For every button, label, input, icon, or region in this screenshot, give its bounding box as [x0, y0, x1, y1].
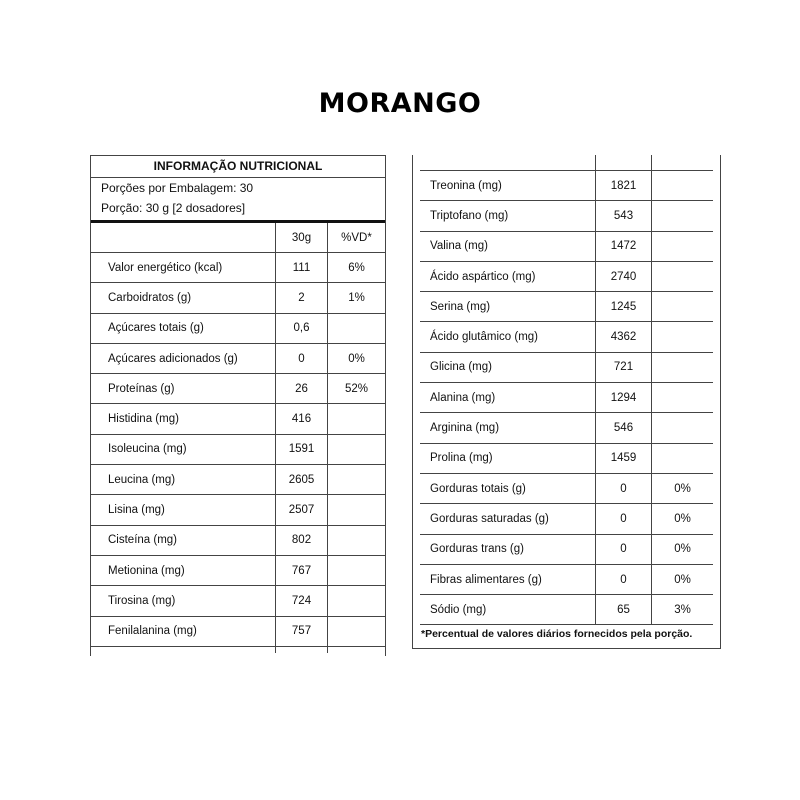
table-row: [420, 201, 713, 231]
nutrient-daily-value: [652, 443, 714, 473]
nutrient-daily-value: [652, 171, 714, 201]
nutrient-label: Histidina (mg): [91, 404, 276, 434]
table-row: [91, 404, 385, 434]
nutrient-label: Arginina (mg): [420, 413, 596, 443]
nutrient-quantity: 757: [276, 616, 328, 646]
nutrition-grid-left: [91, 223, 385, 646]
table-row: [420, 171, 713, 201]
table-heading: INFORMAÇÃO NUTRICIONAL: [91, 156, 385, 178]
nutrient-label: Açúcares totais (g): [91, 313, 276, 343]
nutrient-daily-value: [652, 352, 714, 382]
table-row: [420, 322, 713, 352]
nutrient-daily-value: [652, 201, 714, 231]
serving-size: Porção: 30 g [2 dosadores]: [91, 198, 385, 223]
nutrition-grid-right: [420, 170, 713, 625]
nutrient-label: Leucina (mg): [91, 465, 276, 495]
table-row: [420, 383, 713, 413]
nutrient-quantity: 721: [596, 352, 652, 382]
nutrient-daily-value: [328, 465, 386, 495]
nutrient-label: Cisteína (mg): [91, 525, 276, 555]
nutrient-label: Tirosina (mg): [91, 586, 276, 616]
table-row: [91, 253, 385, 283]
nutrient-label: Metionina (mg): [91, 555, 276, 585]
nutrient-quantity: 1294: [596, 383, 652, 413]
nutrient-label: Carboidratos (g): [91, 283, 276, 313]
table-continuation-top: [413, 155, 720, 170]
nutrient-quantity: 416: [276, 404, 328, 434]
table-row: [420, 231, 713, 261]
nutrient-quantity: 0: [596, 534, 652, 564]
nutrient-quantity: 1459: [596, 443, 652, 473]
nutrient-quantity: 0: [276, 343, 328, 373]
nutrient-daily-value: 0%: [652, 473, 714, 503]
nutrient-quantity: 0,6: [276, 313, 328, 343]
nutrient-label: Fenilalanina (mg): [91, 616, 276, 646]
nutrient-daily-value: [328, 434, 386, 464]
nutrient-label: Valor energético (kcal): [91, 253, 276, 283]
nutrient-label: Açúcares adicionados (g): [91, 343, 276, 373]
nutrient-quantity: 4362: [596, 322, 652, 352]
nutrient-label: Lisina (mg): [91, 495, 276, 525]
table-row: [420, 413, 713, 443]
nutrient-label: Isoleucina (mg): [91, 434, 276, 464]
nutrient-daily-value: 6%: [328, 253, 386, 283]
table-row: [91, 313, 385, 343]
nutrient-quantity: 724: [276, 586, 328, 616]
table-row: [420, 534, 713, 564]
nutrient-quantity: 0: [596, 473, 652, 503]
nutrient-quantity: 111: [276, 253, 328, 283]
nutrient-label: Triptofano (mg): [420, 201, 596, 231]
nutrient-label: Fibras alimentares (g): [420, 564, 596, 594]
nutrient-label: Sódio (mg): [420, 595, 596, 625]
footnote: *Percentual de valores diários fornecidos pela porção.: [421, 628, 693, 641]
nutrient-daily-value: 52%: [328, 374, 386, 404]
nutrient-daily-value: 0%: [652, 564, 714, 594]
nutrient-label: Gorduras saturadas (g): [420, 504, 596, 534]
nutrient-daily-value: 0%: [328, 343, 386, 373]
nutrient-daily-value: [652, 383, 714, 413]
nutrient-quantity: 2507: [276, 495, 328, 525]
nutrient-quantity: 1245: [596, 292, 652, 322]
nutrient-daily-value: [652, 413, 714, 443]
nutrient-quantity: 2605: [276, 465, 328, 495]
nutrient-daily-value: 1%: [328, 283, 386, 313]
nutrient-quantity: 0: [596, 504, 652, 534]
nutrient-quantity: 1472: [596, 231, 652, 261]
table-row: [420, 261, 713, 291]
nutrient-quantity: 2740: [596, 261, 652, 291]
nutrient-label: Valina (mg): [420, 231, 596, 261]
table-row: [420, 595, 713, 625]
nutrient-label: Glicina (mg): [420, 352, 596, 382]
header-vd: %VD*: [328, 223, 386, 253]
nutrient-label: Prolina (mg): [420, 443, 596, 473]
nutrient-label: Ácido aspártico (mg): [420, 261, 596, 291]
nutrient-quantity: 26: [276, 374, 328, 404]
nutrient-daily-value: [652, 292, 714, 322]
nutrient-label: Treonina (mg): [420, 171, 596, 201]
nutrient-label: Alanina (mg): [420, 383, 596, 413]
table-row: [91, 586, 385, 616]
table-row: [91, 525, 385, 555]
nutrient-label: Gorduras totais (g): [420, 473, 596, 503]
nutrient-quantity: 1821: [596, 171, 652, 201]
nutrient-quantity: 802: [276, 525, 328, 555]
table-row: [420, 564, 713, 594]
header-label: [91, 223, 276, 253]
nutrient-daily-value: [328, 586, 386, 616]
table-row: [420, 352, 713, 382]
table-row: [91, 374, 385, 404]
nutrient-label: Serina (mg): [420, 292, 596, 322]
nutrition-table-right: [412, 155, 721, 649]
nutrient-daily-value: [652, 261, 714, 291]
table-continuation: [91, 646, 385, 653]
header-row: [91, 223, 385, 253]
nutrient-daily-value: [328, 495, 386, 525]
nutrient-daily-value: 0%: [652, 534, 714, 564]
nutrient-quantity: 546: [596, 413, 652, 443]
nutrient-daily-value: [328, 404, 386, 434]
nutrient-quantity: 0: [596, 564, 652, 594]
nutrient-quantity: 767: [276, 555, 328, 585]
nutrient-quantity: 65: [596, 595, 652, 625]
nutrient-daily-value: [328, 555, 386, 585]
nutrient-quantity: 543: [596, 201, 652, 231]
table-row: [420, 473, 713, 503]
table-row: [91, 555, 385, 585]
header-qty: 30g: [276, 223, 328, 253]
table-row: [420, 292, 713, 322]
nutrient-daily-value: [652, 322, 714, 352]
table-row: [420, 504, 713, 534]
nutrient-daily-value: [652, 231, 714, 261]
nutrient-daily-value: [328, 616, 386, 646]
table-row: [91, 465, 385, 495]
nutrient-label: Ácido glutâmico (mg): [420, 322, 596, 352]
page-title: MORANGO: [318, 88, 482, 119]
table-row: [91, 434, 385, 464]
nutrition-table-left: [90, 155, 386, 656]
servings-per-package: Porções por Embalagem: 30: [101, 181, 254, 195]
table-row: [91, 283, 385, 313]
table-row: [91, 343, 385, 373]
nutrient-daily-value: 3%: [652, 595, 714, 625]
nutrient-daily-value: 0%: [652, 504, 714, 534]
table-row: [420, 443, 713, 473]
table-row: [91, 495, 385, 525]
nutrient-daily-value: [328, 313, 386, 343]
nutrient-label: Proteínas (g): [91, 374, 276, 404]
nutrient-label: Gorduras trans (g): [420, 534, 596, 564]
nutrient-quantity: 2: [276, 283, 328, 313]
table-row: [91, 616, 385, 646]
nutrient-quantity: 1591: [276, 434, 328, 464]
nutrient-daily-value: [328, 525, 386, 555]
